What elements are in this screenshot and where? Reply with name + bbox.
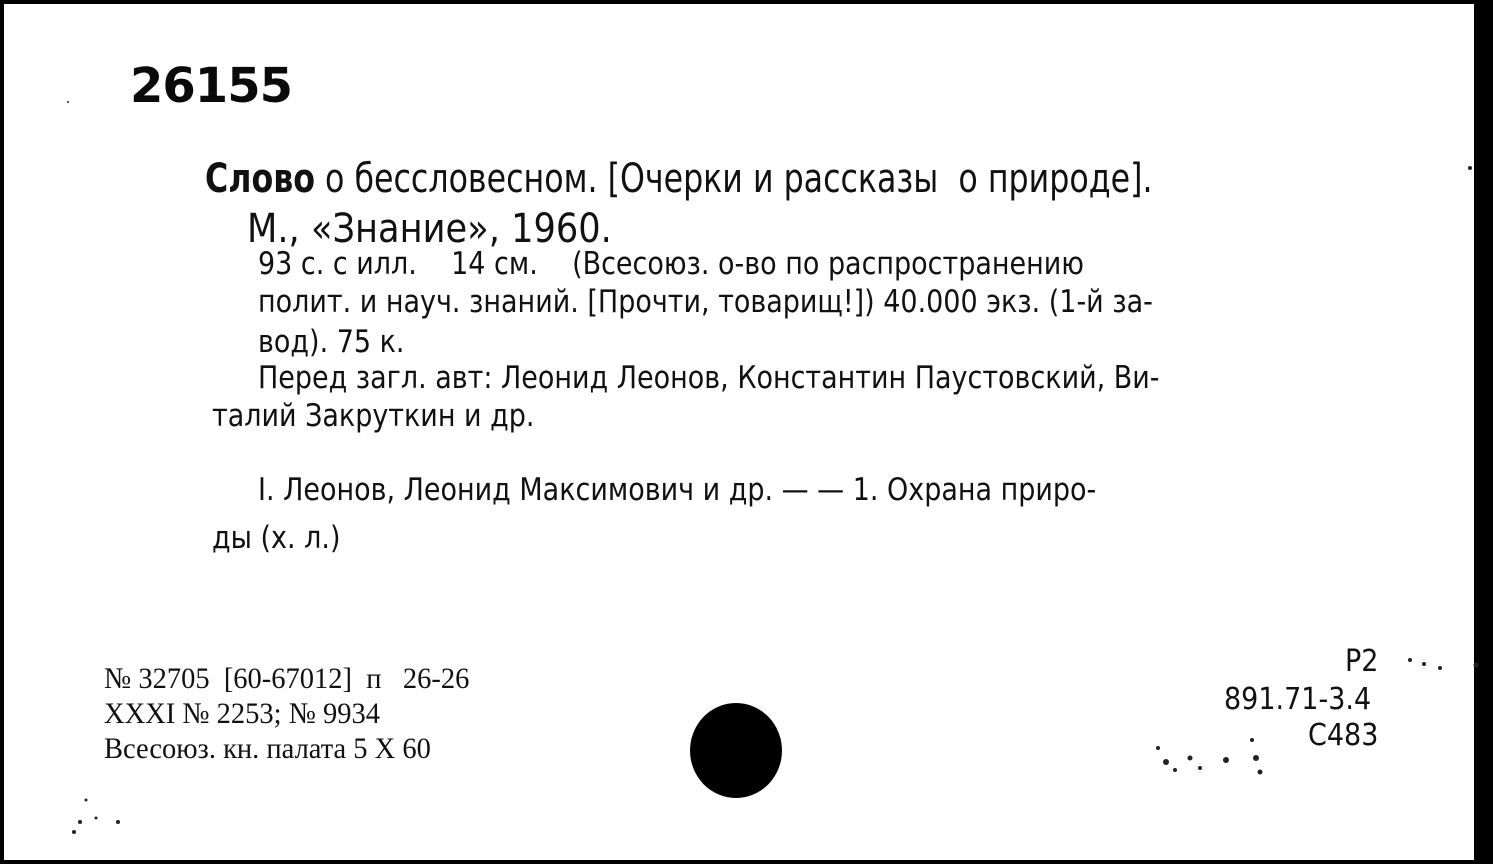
classification-line-3: С483 <box>1308 718 1379 753</box>
accession-number: 26155 <box>130 58 292 114</box>
title-rest: о бессловесном. [Очерки и рассказы о природе]. <box>315 156 1153 202</box>
tracing-line-1: I. Леонов, Леонид Максимович и др. — — 1. Охрана приро- <box>258 472 1097 508</box>
imprint-line: М., «Знание», 1960. <box>247 206 612 252</box>
description-line-2: полит. и науч. знаний. [Прочти, товарищ!]) 40.000 экз. (1-й за- <box>258 284 1153 320</box>
classification-line-1: Р2 <box>1345 644 1379 679</box>
footer-line-1: № 32705 [60-67012] п 26-26 <box>104 662 470 695</box>
tracing-line-2: ды (х. л.) <box>212 520 341 556</box>
description-line-5: талий Закруткин и др. <box>212 398 535 434</box>
description-line-3: вод). 75 к. <box>258 324 405 360</box>
title-bold-word: Слово <box>205 156 315 202</box>
footer-line-2: XXXI № 2253; № 9934 <box>104 697 381 730</box>
classification-line-2: 891.71-3.4 <box>1224 682 1372 717</box>
footer-line-3: Всесоюз. кн. палата 5 X 60 <box>104 732 431 765</box>
description-line-4: Перед загл. авт: Леонид Леонов, Константин Паустовский, Ви- <box>258 360 1160 396</box>
description-line-1: 93 с. с илл. 14 см. (Всесоюз. о-во по распространению <box>258 246 1084 282</box>
